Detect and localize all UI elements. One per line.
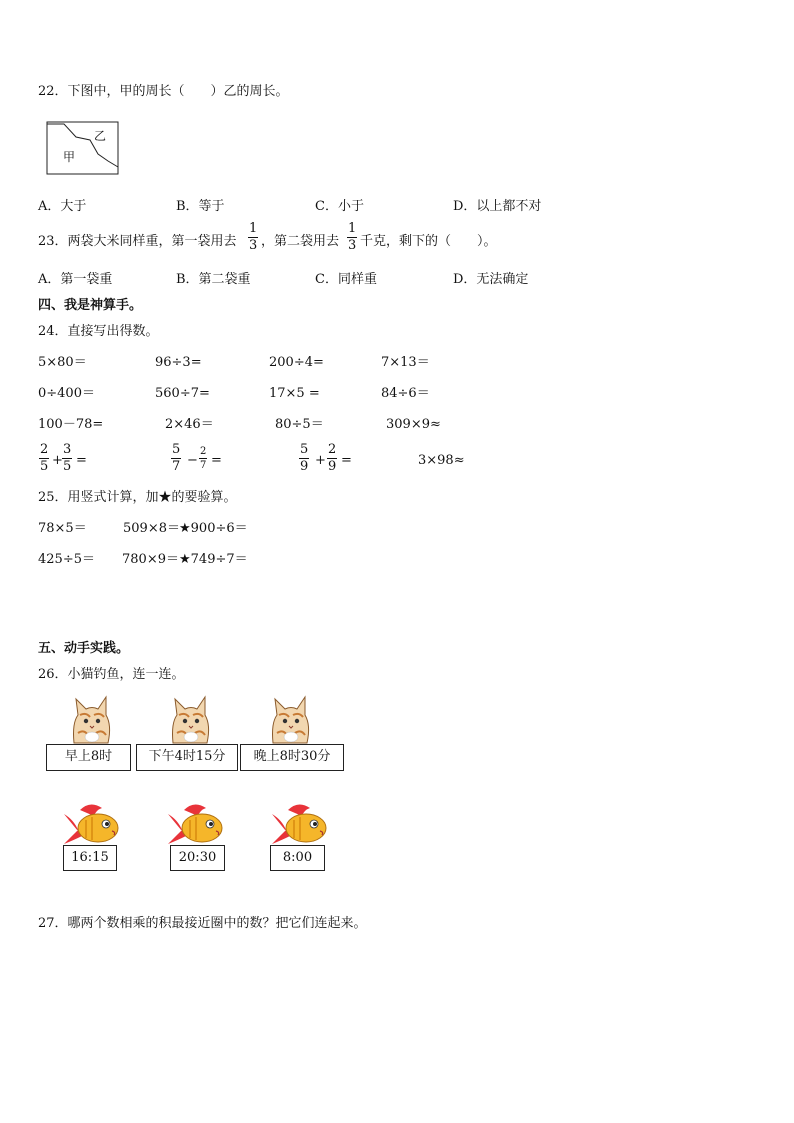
q24-r4e1-frac-a: 2 5 — [40, 442, 49, 474]
cat-icon — [265, 693, 313, 745]
q23-part1: 23．两袋大米同样重，第一袋用去 — [38, 234, 237, 249]
q22-option-d: D．以上都不对 — [453, 199, 542, 214]
q24-r4e3-eq: = — [341, 453, 352, 468]
q24-r3c2: 2×46＝ — [165, 417, 214, 432]
q24-r2c1: 0÷400＝ — [38, 386, 95, 401]
figure-label-jia: 甲 — [63, 150, 76, 164]
q22-figure — [46, 121, 119, 174]
q25-stem: 25．用竖式计算，加★的要验算。 — [38, 490, 237, 505]
q24-r4e2-frac-a: 5 7 — [172, 442, 181, 474]
q22-option-b: B．等于 — [176, 199, 225, 214]
section-4-title: 四、我是神算手。 — [38, 298, 143, 313]
q24-r4e3-frac-b: 2 9 — [328, 442, 337, 474]
q25-r1c1: 78×5＝ — [38, 521, 87, 536]
fish-icon — [268, 800, 328, 846]
q25-r1c3: ★900÷6＝ — [179, 521, 248, 536]
cat-time-3[interactable]: 晚上8时30分 — [240, 744, 344, 771]
figure-label-yi: 乙 — [94, 129, 107, 143]
cat-time-1[interactable]: 早上8时 — [46, 744, 131, 771]
fish-3 — [268, 800, 328, 850]
q24-r3c3: 80÷5＝ — [275, 417, 324, 432]
q24-r2c3: 17×5 = — [269, 386, 320, 401]
q23-option-a: A．第一袋重 — [38, 272, 113, 287]
q25-r2c1: 425÷5＝ — [38, 552, 95, 567]
q22-option-a: A．大于 — [38, 199, 87, 214]
q24-r1c3: 200÷4= — [269, 355, 324, 370]
q25-r2c2: 780×9＝ — [122, 552, 179, 567]
q24-r4e1-eq: = — [76, 453, 87, 468]
q24-stem: 24．直接写出得数。 — [38, 324, 159, 339]
q24-r4e2-op: − — [187, 453, 198, 468]
cat-1 — [66, 693, 114, 749]
q24-r3c4: 309×9≈ — [386, 417, 441, 432]
q27-stem: 27．哪两个数相乘的积最接近圈中的数？把它们连起来。 — [38, 916, 367, 931]
q26-stem: 26．小猫钓鱼，连一连。 — [38, 667, 185, 682]
q24-r4e2-frac-b: 2 7 — [200, 446, 207, 471]
q24-r4e2-eq: = — [211, 453, 222, 468]
fish-time-1[interactable]: 16:15 — [63, 845, 117, 871]
q23-part3: 千克，剩下的（ ）。 — [360, 234, 497, 249]
q24-r4e1-frac-b: 3 5 — [63, 442, 72, 474]
perimeter-figure-icon — [46, 121, 120, 175]
fish-1 — [60, 800, 120, 850]
q24-r2c4: 84÷6＝ — [381, 386, 430, 401]
fish-icon — [164, 800, 224, 846]
fish-2 — [164, 800, 224, 850]
q23-option-d: D．无法确定 — [453, 272, 529, 287]
fish-time-3[interactable]: 8:00 — [270, 845, 325, 871]
cat-icon — [66, 693, 114, 745]
cat-3 — [265, 693, 313, 749]
q22-stem: 22．下图中，甲的周长（ ）乙的周长。 — [38, 84, 289, 99]
section-5-title: 五、动手实践。 — [38, 641, 130, 656]
q24-r1c4: 7×13＝ — [381, 355, 430, 370]
q24-r4e3-frac-a: 5 9 — [300, 442, 309, 474]
q24-r4e1-op: + — [52, 453, 63, 468]
q24-r4c4: 3×98≈ — [418, 453, 465, 468]
q25-r2c3: ★749÷7＝ — [179, 552, 248, 567]
cat-icon — [165, 693, 213, 745]
q24-r4e3-op: + — [315, 453, 326, 468]
q23-option-c: C．同样重 — [315, 272, 377, 287]
q24-r2c2: 560÷7= — [155, 386, 210, 401]
cat-time-2[interactable]: 下午4时15分 — [136, 744, 238, 771]
q23-fraction-2: 1 3 — [348, 221, 357, 253]
fish-time-2[interactable]: 20:30 — [170, 845, 225, 871]
q24-r3c1: 100－78= — [38, 417, 104, 432]
q24-r1c2: 96÷3= — [155, 355, 202, 370]
q23-part2: ，第二袋用去 — [261, 234, 340, 249]
q23-option-b: B．第二袋重 — [176, 272, 251, 287]
q23-fraction-1: 1 3 — [249, 221, 258, 253]
cat-2 — [165, 693, 213, 749]
q22-option-c: C．小于 — [315, 199, 364, 214]
q24-r1c1: 5×80＝ — [38, 355, 87, 370]
q25-r1c2: 509×8＝ — [123, 521, 180, 536]
fish-icon — [60, 800, 120, 846]
